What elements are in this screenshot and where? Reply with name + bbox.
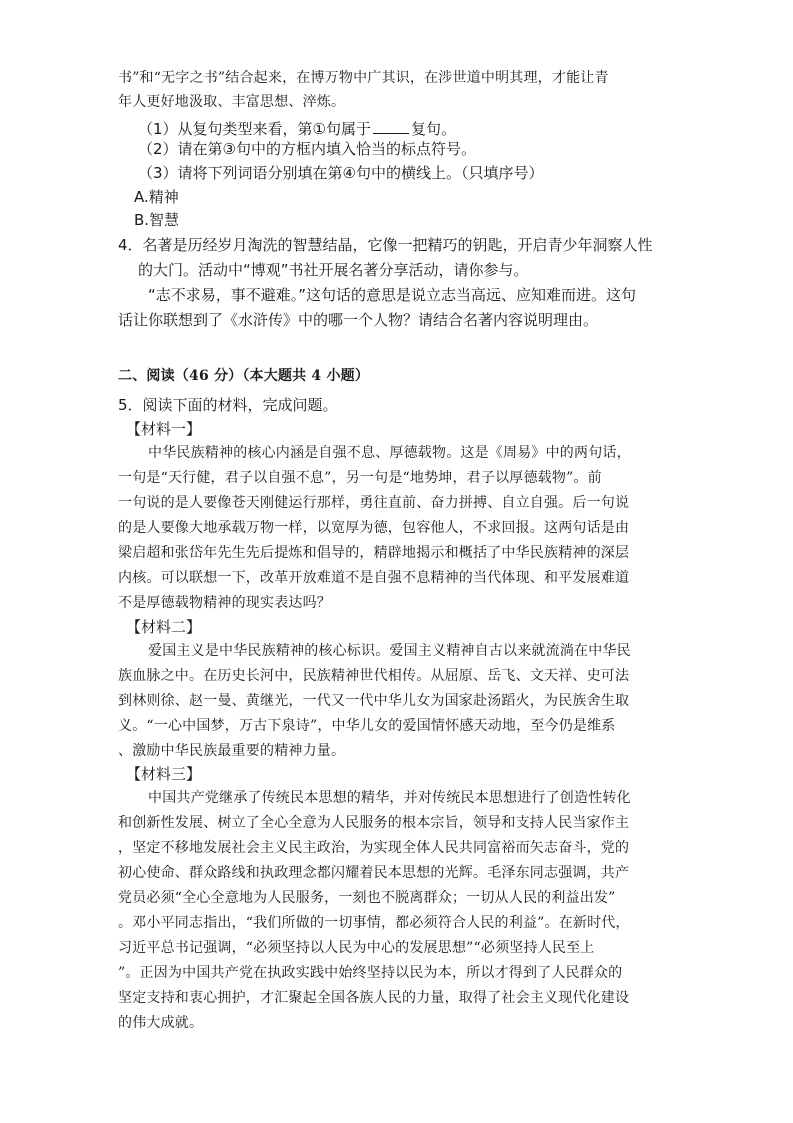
q4-line-4: 话让你联想到了《水浒传》中的哪一个人物？请结合名著内容说明理由。 (118, 311, 599, 329)
q3-option-a: A.精神 (134, 188, 179, 206)
material-3-line: 和创新性发展、树立了全心全意为人民服务的根本宗旨，领导和支持人民当家作主 (118, 815, 630, 831)
material-1-line: 内核。可以联想一下，改革开放难道不是自强不息精神的当代体现、和平发展难道 (118, 570, 630, 586)
q3-option-b: B.智慧 (134, 211, 180, 229)
material-3-line: 党员必须“全心全意地为人民服务，一刻也不脱离群众；一切从人民的利益出发” (118, 890, 616, 906)
material-2-line: 到林则徐、赵一曼、黄继光，一代又一代中华儿女为国家赴汤蹈火，为民族舍生取 (118, 693, 630, 709)
q3-sub1-text: （1）从复句类型来看，第①句属于 (138, 120, 371, 138)
q4-line-2: 的大门。活动中“博观”书社开展名著分享活动，请你参与。 (138, 261, 529, 279)
material-2-line: 义。“一心中国梦，万古下泉诗”，中华儿女的爱国情怀感天动地，至今仍是维系 (118, 718, 616, 734)
material-3-line: 。邓小平同志指出，“我们所做的一切事情，都必须符合人民的利益”。在新时代， (118, 915, 630, 931)
material-3-line: 中国共产党继承了传统民本思想的精华，并对传统民本思想进行了创造性转化 (148, 790, 631, 806)
q3-sub1-blank[interactable] (373, 119, 409, 134)
material-3-line: 习近平总书记强调，“必须坚持以人民为中心的发展思想”“必须坚持人民至上 (118, 940, 595, 956)
continuation-line-1: 书”和“无字之书”结合起来，在博万物中广其识，在涉世道中明其理，才能让青 (118, 70, 609, 86)
material-1-line: 的是人要像大地承载万物一样，以宽厚为德，包容他人，不求回报。这两句话是由 (118, 520, 630, 536)
material-1-line: 梁启超和张岱年先生先后提炼和倡导的，精辟地揭示和概括了中华民族精神的深层 (118, 545, 630, 561)
q4-line-1: 4．名著是历经岁月淘洗的智慧结晶，它像一把精巧的钥匙，开启青少年洞察人性 (118, 236, 653, 254)
q3-sub1-suffix: 复句。 (411, 120, 457, 138)
material-1-line: 中华民族精神的核心内涵是自强不息、厚德载物。这是《周易》中的两句话， (148, 445, 631, 461)
material-1-line: 一句说的是人要像苍天刚健运行那样，勇往直前、奋力拼搏、自立自强。后一句说 (118, 495, 630, 511)
material-3-title: 【材料三】 (126, 765, 202, 783)
q3-sub3: （3）请将下列词语分别填在第④句中的横线上。（只填序号） (138, 164, 544, 182)
continuation-line-2: 年人更好地汲取、丰富思想、淬炼。 (118, 94, 346, 110)
material-2-line: 族血脉之中。在历史长河中，民族精神世代相传。从屈原、岳飞、文天祥、史可法 (118, 668, 630, 684)
material-3-line: 初心使命、群众路线和执政理念都闪耀着民本思想的光辉。毛泽东同志强调，共产 (118, 865, 630, 881)
material-3-line: 的伟大成就。 (118, 1015, 204, 1031)
material-2-title: 【材料二】 (126, 618, 202, 636)
q4-line-3: “志不求易，事不避难。”这句话的意思是说立志当高远、应知难而进。这句 (148, 286, 637, 304)
q3-sub1 (138, 119, 456, 137)
material-1-line: 不是厚德载物精神的现实表达吗？ (118, 595, 331, 611)
material-1-title: 【材料一】 (126, 420, 202, 438)
section-heading: 二、阅读（46 分）（本大题共 4 小题） (118, 368, 370, 384)
material-3-line: 坚定支持和衷心拥护，才汇聚起全国各族人民的力量，取得了社会主义现代化建设 (118, 990, 630, 1006)
material-3-line: ”。正因为中国共产党在执政实践中始终坚持以民为本，所以才得到了人民群众的 (118, 965, 623, 981)
material-1-line: 一句是“天行健，君子以自强不息”，另一句是“地势坤，君子以厚德载物”。前 (118, 470, 602, 486)
material-2-line: 、激励中华民族最重要的精神力量。 (118, 743, 346, 759)
material-2-line: 爱国主义是中华民族精神的核心标识。爱国主义精神自古以来就流淌在中华民 (148, 643, 631, 659)
q5-stem: 5．阅读下面的材料，完成问题。 (118, 396, 338, 414)
q3-sub2: （2）请在第③句中的方框内填入恰当的标点符号。 (138, 140, 476, 158)
material-3-line: ，坚定不移地发展社会主义民主政治，为实现全体人民共同富裕而矢志奋斗，党的 (118, 840, 630, 856)
